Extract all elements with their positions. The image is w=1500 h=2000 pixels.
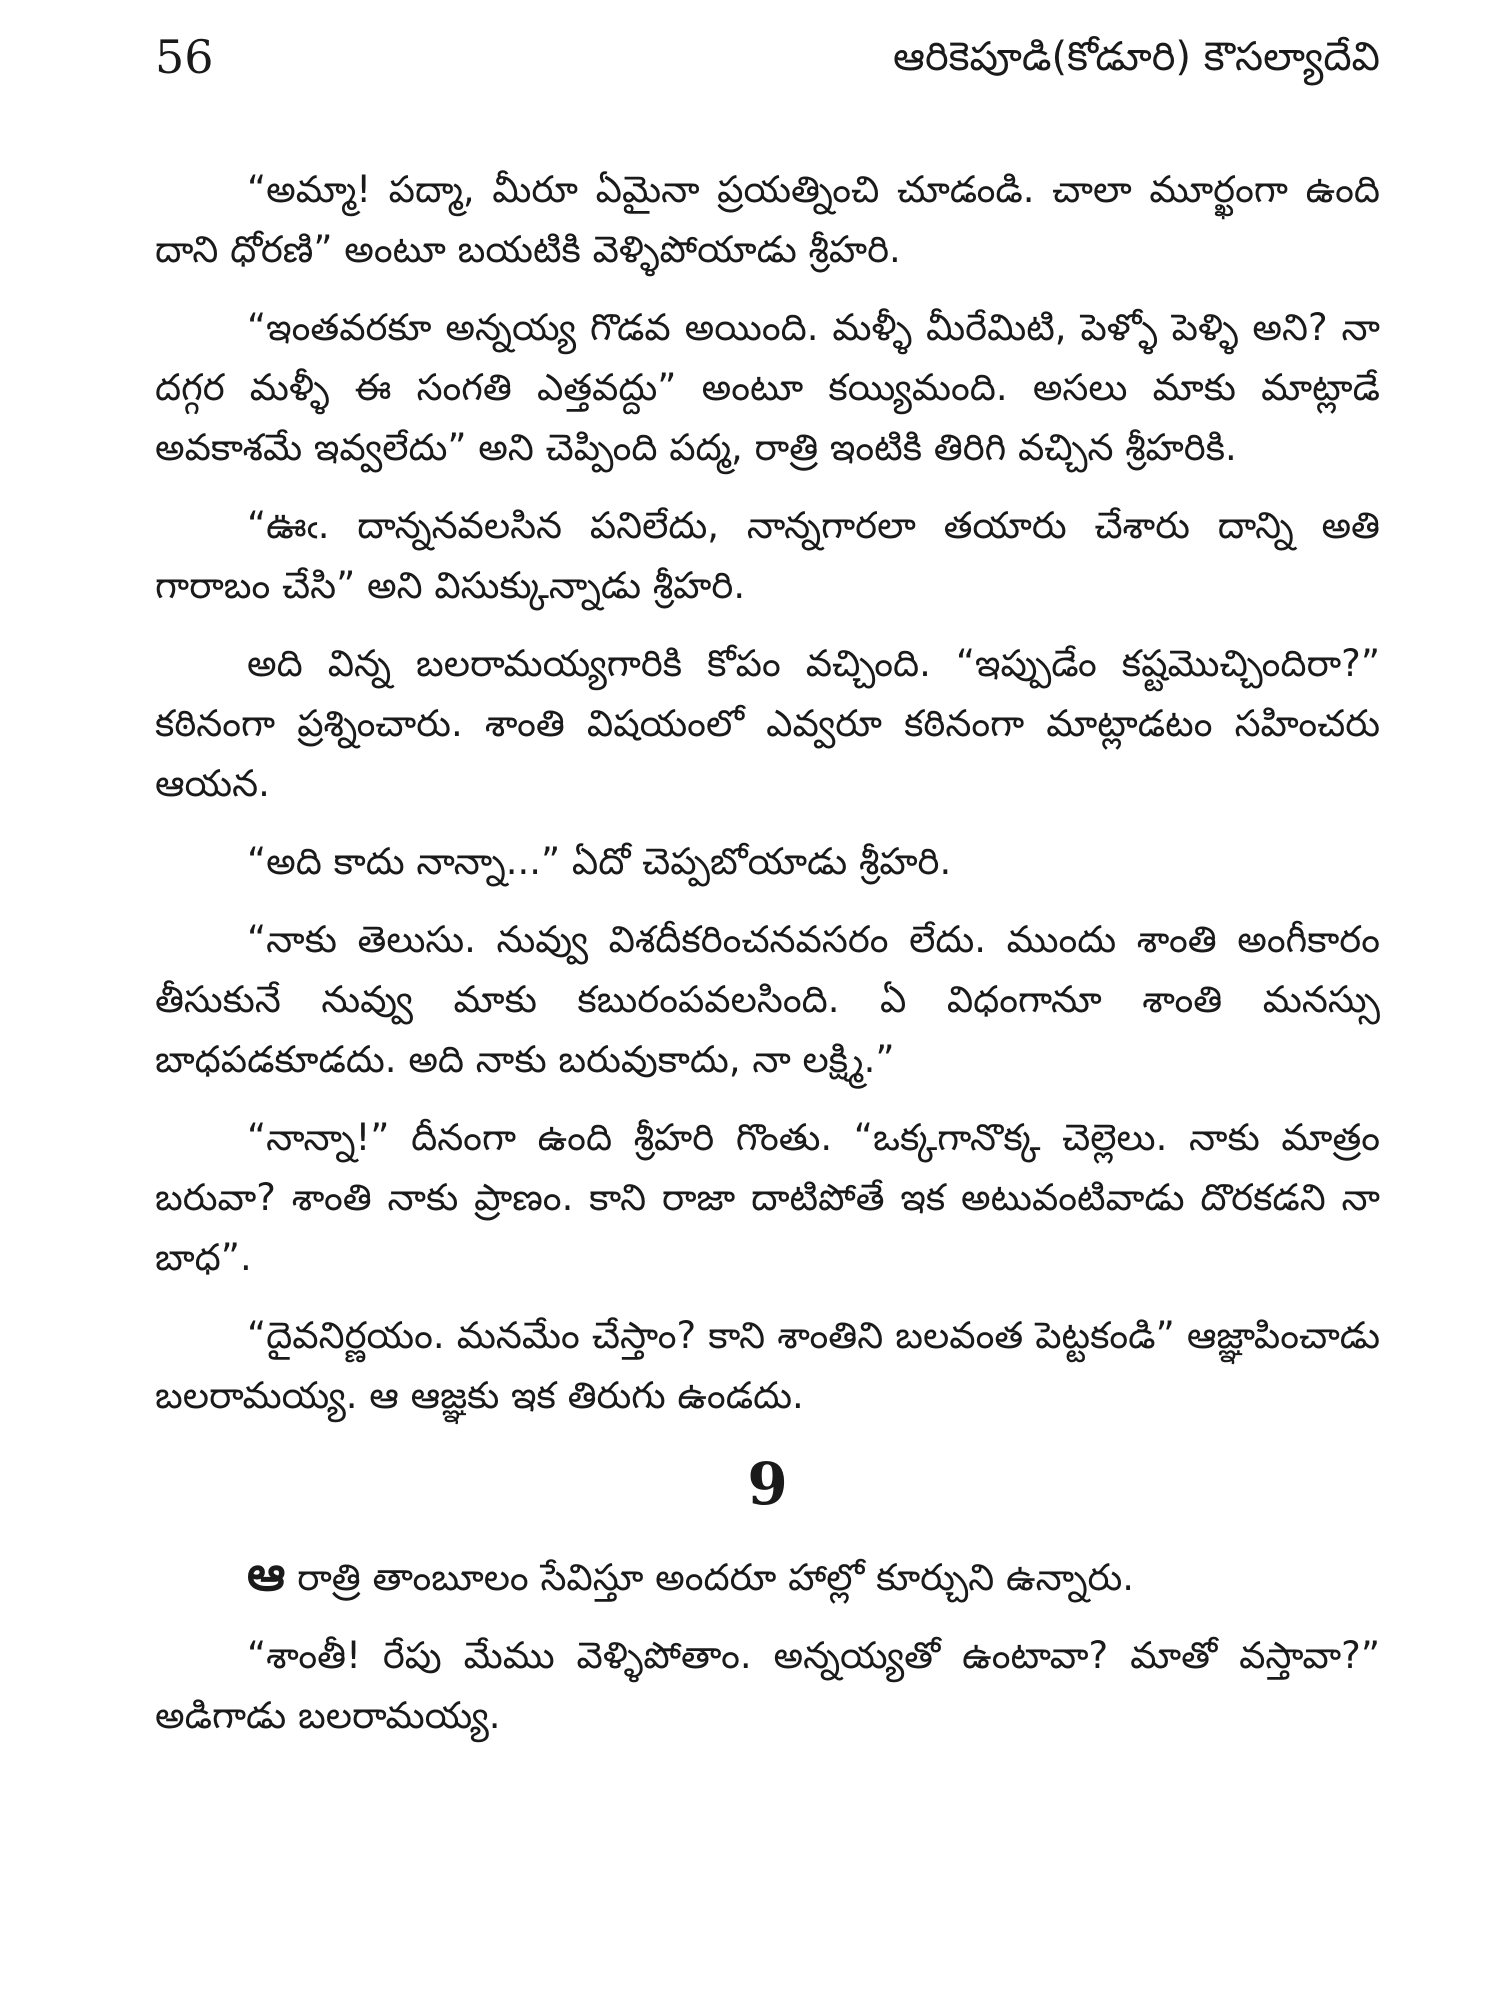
- paragraph: “అది కాదు నాన్నా...” ఏదో చెప్పబోయాడు శ్రీహరి.: [247, 840, 952, 883]
- paragraph: “ఇంతవరకూ అన్నయ్య గొడవ అయింది. మళ్ళీ మీరేమిటి, పెళ్ళో పెళ్ళి అని? నా దగ్గర మళ్ళీ ఈ సంగతి ఎత్తవద్దు” అంటూ కయ్యిమంది. అసలు మాకు మాట్లాడే అవకాశమే ఇవ్వలేదు” అని చెప్పింది పద్మ, రాత్రి ఇంటికి తిరిగి వచ్చిన శ్రీహరికి.: [155, 306, 1380, 469]
- paragraph: “అమ్మా! పద్మా, మీరూ ఏమైనా ప్రయత్నించి చూడండి. చాలా మూర్ఖంగా ఉంది దాని ధోరణి” అంటూ బయటికి వెళ్ళిపోయాడు శ్రీహరి.: [155, 168, 1380, 271]
- paragraph: “నాకు తెలుసు. నువ్వు విశదీకరించనవసరం లేదు. ముందు శాంతి అంగీకారం తీసుకునే నువ్వు మాకు కబురంపవలసింది. ఏ విధంగానూ శాంతి మనస్సు బాధపడకూడదు. అది నాకు బరువుకాదు, నా లక్ష్మి.”: [155, 918, 1380, 1081]
- drop-cap: ఆ: [247, 1546, 286, 1602]
- paragraph: “నాన్నా!” దీనంగా ఉంది శ్రీహరి గొంతు. “ఒక్కగానొక్క చెల్లెలు. నాకు మాత్రం బరువా? శాంతి నాకు ప్రాణం. కాని రాజా దాటిపోతే ఇక అటువంటివాడు దొరకడని నా బాధ”.: [155, 1116, 1380, 1279]
- chapter-first-paragraph-text: రాత్రి తాంబూలం సేవిస్తూ అందరూ హాల్లో కూర్చుని ఉన్నారు.: [285, 1556, 1135, 1599]
- paragraph: “దైవనిర్ణయం. మనమేం చేస్తాం? కాని శాంతిని బలవంత పెట్టకండి” ఆజ్ఞాపించాడు బలరామయ్య. ఆ ఆజ్ఞకు ఇక తిరుగు ఉండదు.: [155, 1314, 1380, 1417]
- paragraph: అది విన్న బలరామయ్యగారికి కోపం వచ్చింది. “ఇప్పుడేం కష్టమొచ్చిందిరా?” కఠినంగా ప్రశ్నించారు. శాంతి విషయంలో ఎవ్వరూ కఠినంగా మాట్లాడటం సహించరు ఆయన.: [155, 642, 1380, 805]
- page-header: [155, 22, 1380, 92]
- running-head: ఆరికెపూడి(కోడూరి) కౌసల్యాదేవి: [893, 34, 1380, 80]
- page-number: 56: [155, 30, 214, 84]
- paragraph: “శాంతీ! రేపు మేము వెళ్ళిపోతాం. అన్నయ్యతో ఉంటావా? మాతో వస్తావా?” అడిగాడు బలరామయ్య.: [155, 1634, 1380, 1737]
- chapter-first-paragraph: [155, 1544, 1380, 1608]
- body-text: [155, 160, 1380, 1764]
- chapter-number: 9: [747, 1450, 788, 1518]
- paragraph: “ఊఁ. దాన్ననవలసిన పనిలేదు, నాన్నగారలా తయారు చేశారు దాన్ని అతి గారాబం చేసి” అని విసుక్కున్నాడు శ్రీహరి.: [155, 504, 1380, 607]
